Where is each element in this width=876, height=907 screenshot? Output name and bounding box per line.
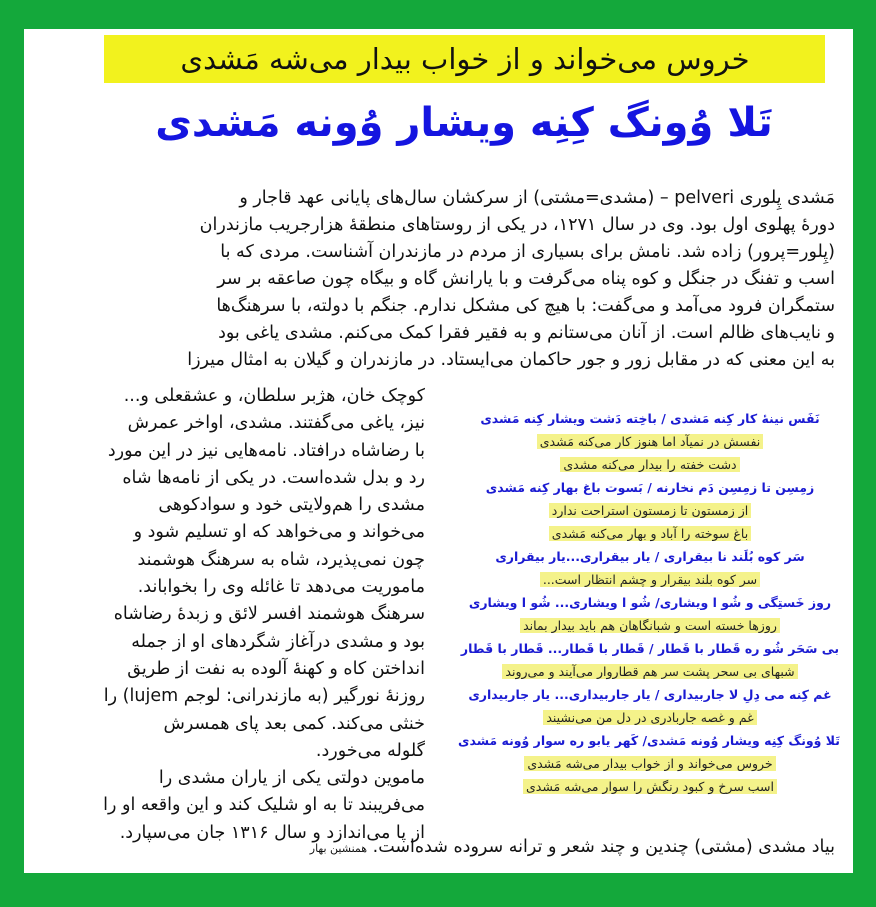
intro-line: (پِلور=پرور) زاده شد. نامش برای بسیاری از مردم در مازندران آشناست. مردی که با [220,242,835,262]
poem-verse-persian [460,775,840,798]
poem-verse-persian [460,522,840,545]
poem-verse-text: غم کِنه می دِلِ لا جاربیداری / یار جاربیداری... یار جاربیداری [468,687,832,702]
intro-line: و نایب‌های ظالم است. از آنان می‌ستانم و به فقیر فقرا کمک می‌کنم. مشدی یاغی بود [218,323,835,343]
body-column [33,383,425,847]
poem-verse-persian [460,706,840,729]
poem-verse-persian [460,453,840,476]
poem-verse-text: تَلا وُونگ کِنِه ویشار وُونه مَشدی/ کَهر یابو ره سوار وُونه مَشدی [458,733,840,748]
intro-paragraph [23,185,835,374]
column-line: ماموریت می‌دهد تا غائله وی را بخواباند. [137,577,425,598]
poem-verse-persian [460,499,840,522]
poem-verse-text: نَفَس نینهٔ کار کِنه مَشدی / باخِته دَشت ویشار کِنه مَشدی [480,411,820,426]
poem-verse-text: سَر کوه بُلَند نا بیقراری / یار بیقراری...یار بیقراری [495,549,805,564]
intro-line: مَشدی پِلوری pelveri – (مشدی=مشتی) از سرکشان سال‌های پایانی عهد قاجار و [239,188,835,208]
poem-verse-text: روزها خسته است و شبانگاهان هم باید بیدار بماند [520,618,780,633]
article-card [24,29,853,873]
footer-line [310,837,835,857]
footer-text: بیاد مشدی (مشتی) چندین و چند شعر و ترانه سروده شده‌است. [372,837,835,857]
column-line: خنثی می‌کند. کمی بعد پای همسرش [163,713,425,734]
intro-line: ستمگران فرود می‌آمد و می‌گفت: با هیچ کی مشکل ندارم. جنگم با دولته، با سرهنگ‌ها [216,296,835,316]
column-line: می‌فریبند تا به او شلیک کند و این واقعه او را [103,795,425,816]
column-line: نیز، یاغی می‌گفتند. مشدی، اواخر عمرش [127,413,425,434]
column-line: مشدی را هم‌ولایتی خود و سوادکوهی [158,495,425,516]
poem-verse-text: سر کوه بلند بیقرار و چشم انتظار است... [540,572,760,587]
poem-verse-text: نفسش در نمیآد اما هنوز کار می‌کنه مَشدی [537,434,764,449]
column-line: می‌خواند و می‌خواهد که او تسلیم شود و [133,522,425,543]
poem-verse-persian [460,752,840,775]
poem-verse-text: از زمستون تا زمستون استراحت ندارد [549,503,751,518]
column-line: با رضاشاه درافتاد. نامه‌هایی نیز در این مورد [107,440,425,461]
subtitle: خروس می‌خواند و از خواب بیدار می‌شه مَشدی [180,42,750,76]
poem-verse-persian [460,660,840,683]
poem-verse-mazandarani [460,683,840,706]
column-line: ماموین دولتی یکی از یاران مشدی را [158,768,425,789]
poem-verse-text: روز خَستِگی و شُو ا ویشاری/ شُو ا ویشاری... شُو ا ویشاری [468,595,832,610]
poem-verse-text: دشت خفته را بیدار می‌کنه مشدی [560,457,739,472]
poem-verse-text: زمِسِن تا زمِسِن دَم نخارنه / بَسوت باغ بهار کِنه مَشدی [485,480,815,495]
column-line: کوچک خان، هژبر سلطان، و عشقعلی و... [123,386,425,406]
poem-box [460,407,840,798]
column-line: چون نمی‌پذیرد، شاه به سرهنگ هوشمند [137,549,425,570]
intro-line: دورهٔ پهلوی اول بود. وی در سال ۱۲۷۱، در یکی از روستاهای منطقهٔ هزارجریب مازندران [199,215,835,235]
column-line: انداختن کاه و کهنهٔ آلوده به نفت از طریق [127,658,425,679]
poem-verse-text: باغ سوخته را آباد و بهار می‌کنه مَشدی [549,526,751,541]
poem-verse-text: اسب سرخ و کبود رنگش را سوار می‌شه مَشدی [523,779,777,794]
poem-verse-text: بی سَحَر شُو ره قَطار با قَطار / قَطار با قَطار... قَطار با قَطار [460,641,840,656]
poem-verse-mazandarani [460,637,840,660]
column-line: گلوله می‌خورد. [315,740,425,761]
column-line: روزنهٔ نورگیر (به مازندرانی: لوجم lujem) را [103,686,425,707]
footer-signature: همنشین بهار [309,842,368,855]
poem-verse-mazandarani [460,407,840,430]
intro-line: اسب و تفنگ در جنگل و کوه پناه می‌گرفت و با یارانش گاه و بیگاه چون صاعقه بر سر [217,269,835,289]
poem-verse-persian [460,614,840,637]
poem-verse-mazandarani [460,476,840,499]
poem-verse-text: شبهای بی سحر پشت سر هم قطاروار می‌آیند و می‌روند [502,664,797,679]
poem-verse-persian [460,430,840,453]
column-line: بود و مشدی درآغاز شگردهای او از جمله [131,631,425,652]
poem-verse-persian [460,568,840,591]
poem-verse-mazandarani [460,545,840,568]
poem-verse-mazandarani [460,591,840,614]
column-line: رد و بدل شده‌است. در یکی از نامه‌ها شاه [122,467,425,488]
poem-verse-text: غم و غصه جاربادری در دل من می‌نشیند [543,710,756,725]
column-line: از پا می‌اندازد و سال ۱۳۱۶ جان می‌سپارد. [119,822,425,843]
main-title: تَلا وُونگ کِنِه ویشار وُونه مَشدی [155,100,773,146]
column-line: سرهنگ هوشمند افسر لائق و زبدهٔ رضاشاه [113,604,425,625]
poem-verse-mazandarani [460,729,840,752]
intro-line: به این معنی که در مقابل زور و جور حاکمان می‌ایستاد. در مازندران و گیلان به امثال میرزا [187,350,835,370]
poem-verse-text: خروس می‌خواند و از خواب بیدار می‌شه مَشدی [524,756,775,771]
